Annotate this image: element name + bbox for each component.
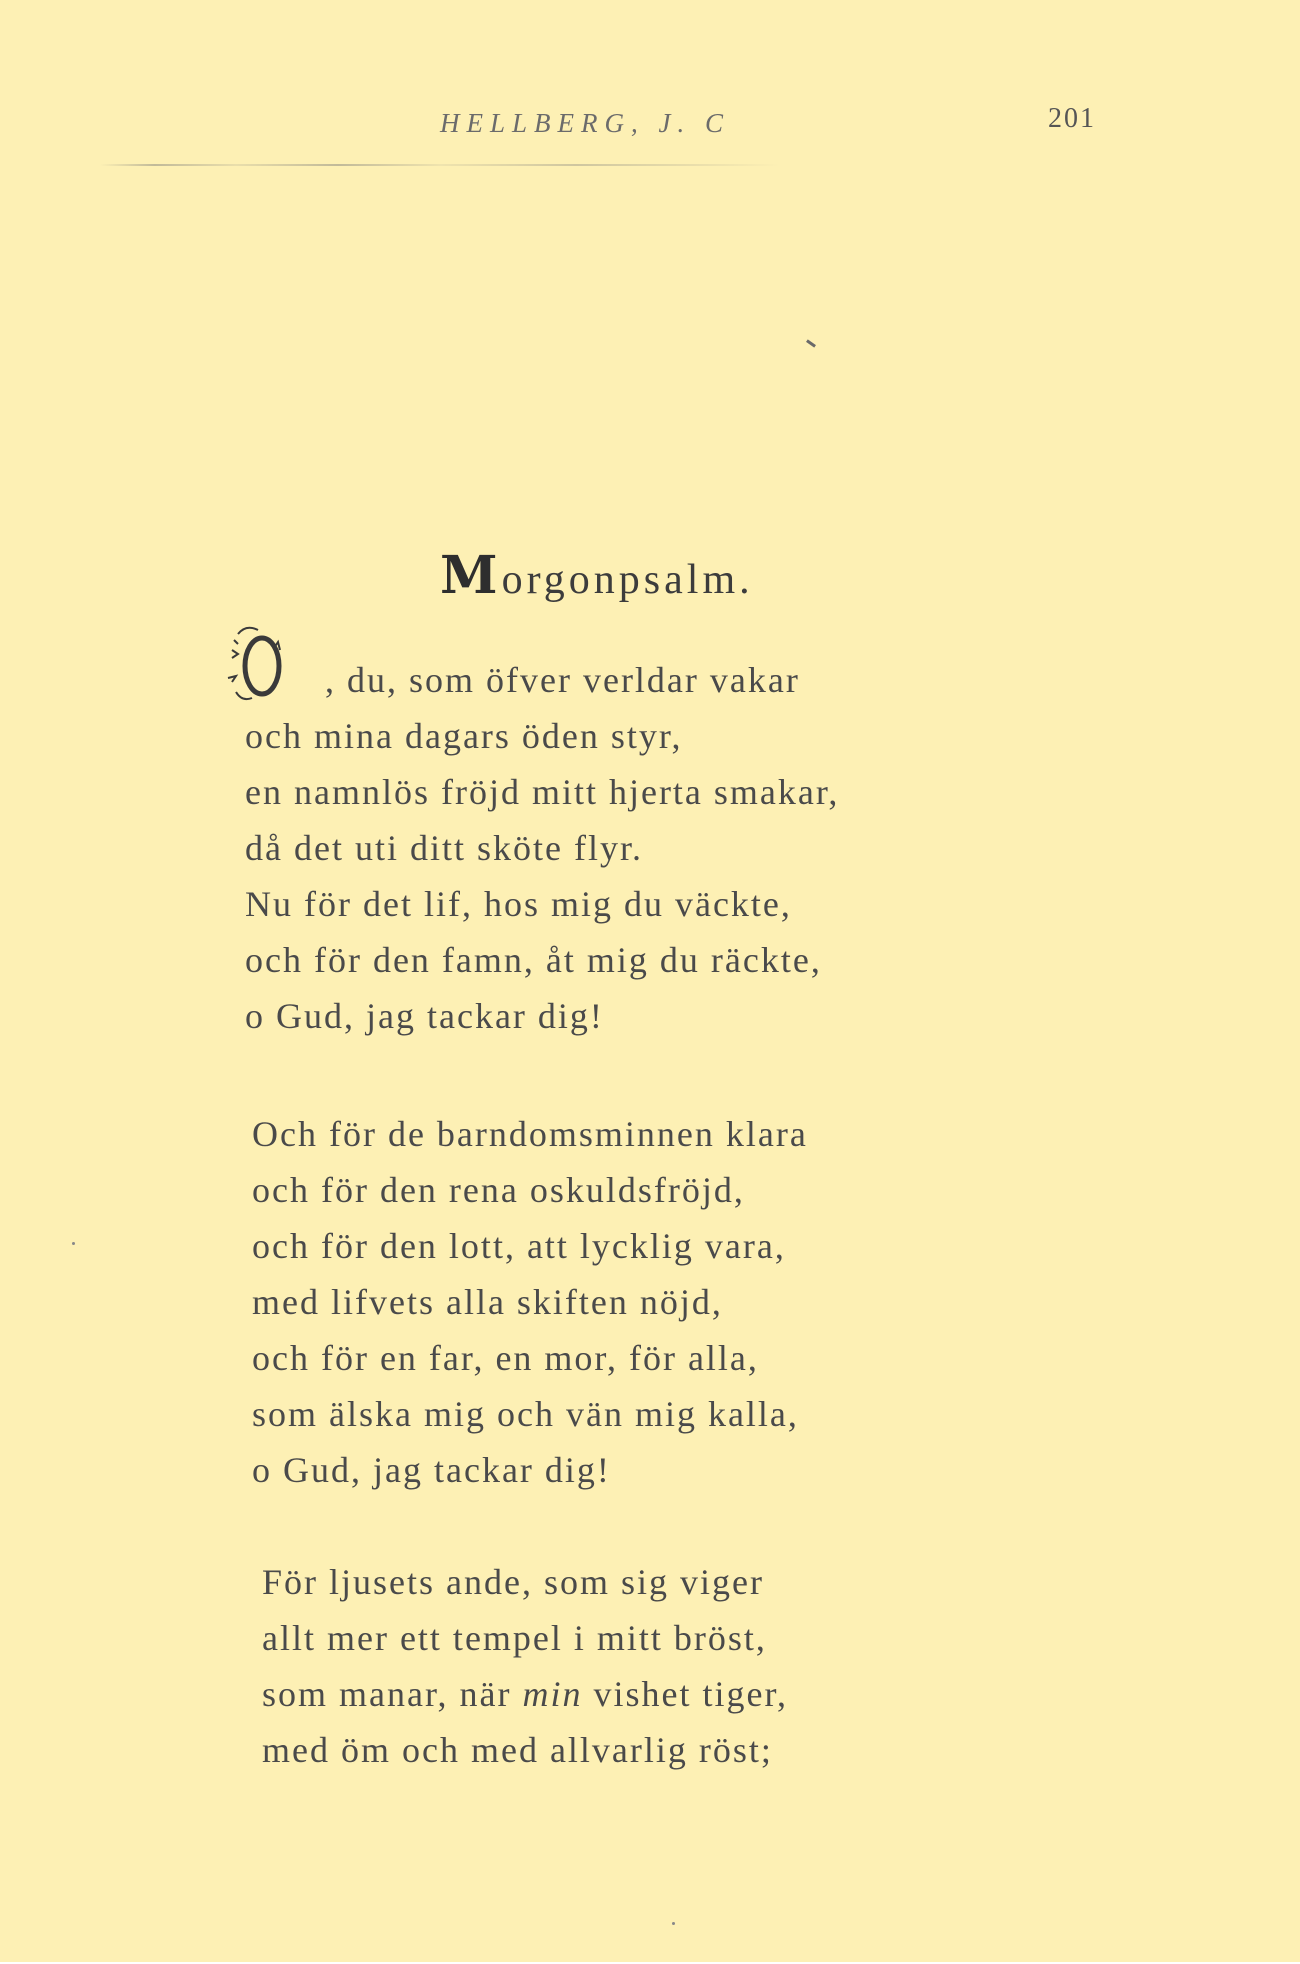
verse-line: och för den lott, att lycklig vara, bbox=[252, 1226, 786, 1266]
header-rule bbox=[100, 164, 780, 166]
verse-line: som älska mig och vän mig kalla, bbox=[252, 1394, 799, 1434]
verse-line-end: vishet tiger, bbox=[582, 1674, 789, 1714]
verse-line: o Gud, jag tackar dig! bbox=[252, 1450, 611, 1490]
verse-line: och mina dagars öden styr, bbox=[245, 716, 683, 756]
verse-line bbox=[262, 1666, 1022, 1722]
running-header: HELLBERG, J. C bbox=[440, 108, 730, 138]
print-speck bbox=[672, 1922, 675, 1925]
verse-line: en namnlös fröjd mitt hjerta smakar, bbox=[245, 772, 840, 812]
title-initial: M bbox=[440, 545, 502, 606]
stanza-2 bbox=[252, 1106, 1012, 1498]
title-rest: orgonpsalm. bbox=[501, 557, 754, 603]
verse-line: Och för de barndomsminnen klara bbox=[252, 1114, 808, 1154]
print-speck bbox=[72, 1242, 75, 1245]
verse-line: och för en far, en mor, för alla, bbox=[252, 1338, 759, 1378]
verse-line: För ljusets ande, som sig viger bbox=[262, 1562, 764, 1602]
verse-line: och för den rena oskuldsfröjd, bbox=[252, 1170, 745, 1210]
page-number: 201 bbox=[1048, 103, 1096, 134]
verse-line: o Gud, jag tackar dig! bbox=[245, 996, 604, 1036]
stanza-3 bbox=[262, 1554, 1022, 1778]
verse-line: med öm och med allvarlig röst; bbox=[262, 1730, 773, 1770]
verse-line: Nu för det lif, hos mig du väckte, bbox=[245, 884, 792, 924]
verse-line-start: som manar, när bbox=[262, 1674, 523, 1714]
italic-word: min bbox=[522, 1674, 583, 1714]
verse-line: och för den famn, åt mig du räckte, bbox=[245, 940, 822, 980]
print-speck bbox=[806, 339, 816, 347]
verse-line: , du, som öfver verldar vakar bbox=[325, 660, 800, 700]
verse-line: med lifvets alla skiften nöjd, bbox=[252, 1282, 723, 1322]
verse-line: då det uti ditt sköte flyr. bbox=[245, 828, 643, 868]
verse-line: allt mer ett tempel i mitt bröst, bbox=[262, 1618, 767, 1658]
stanza-1 bbox=[245, 652, 1005, 1044]
poem-title bbox=[440, 545, 754, 606]
